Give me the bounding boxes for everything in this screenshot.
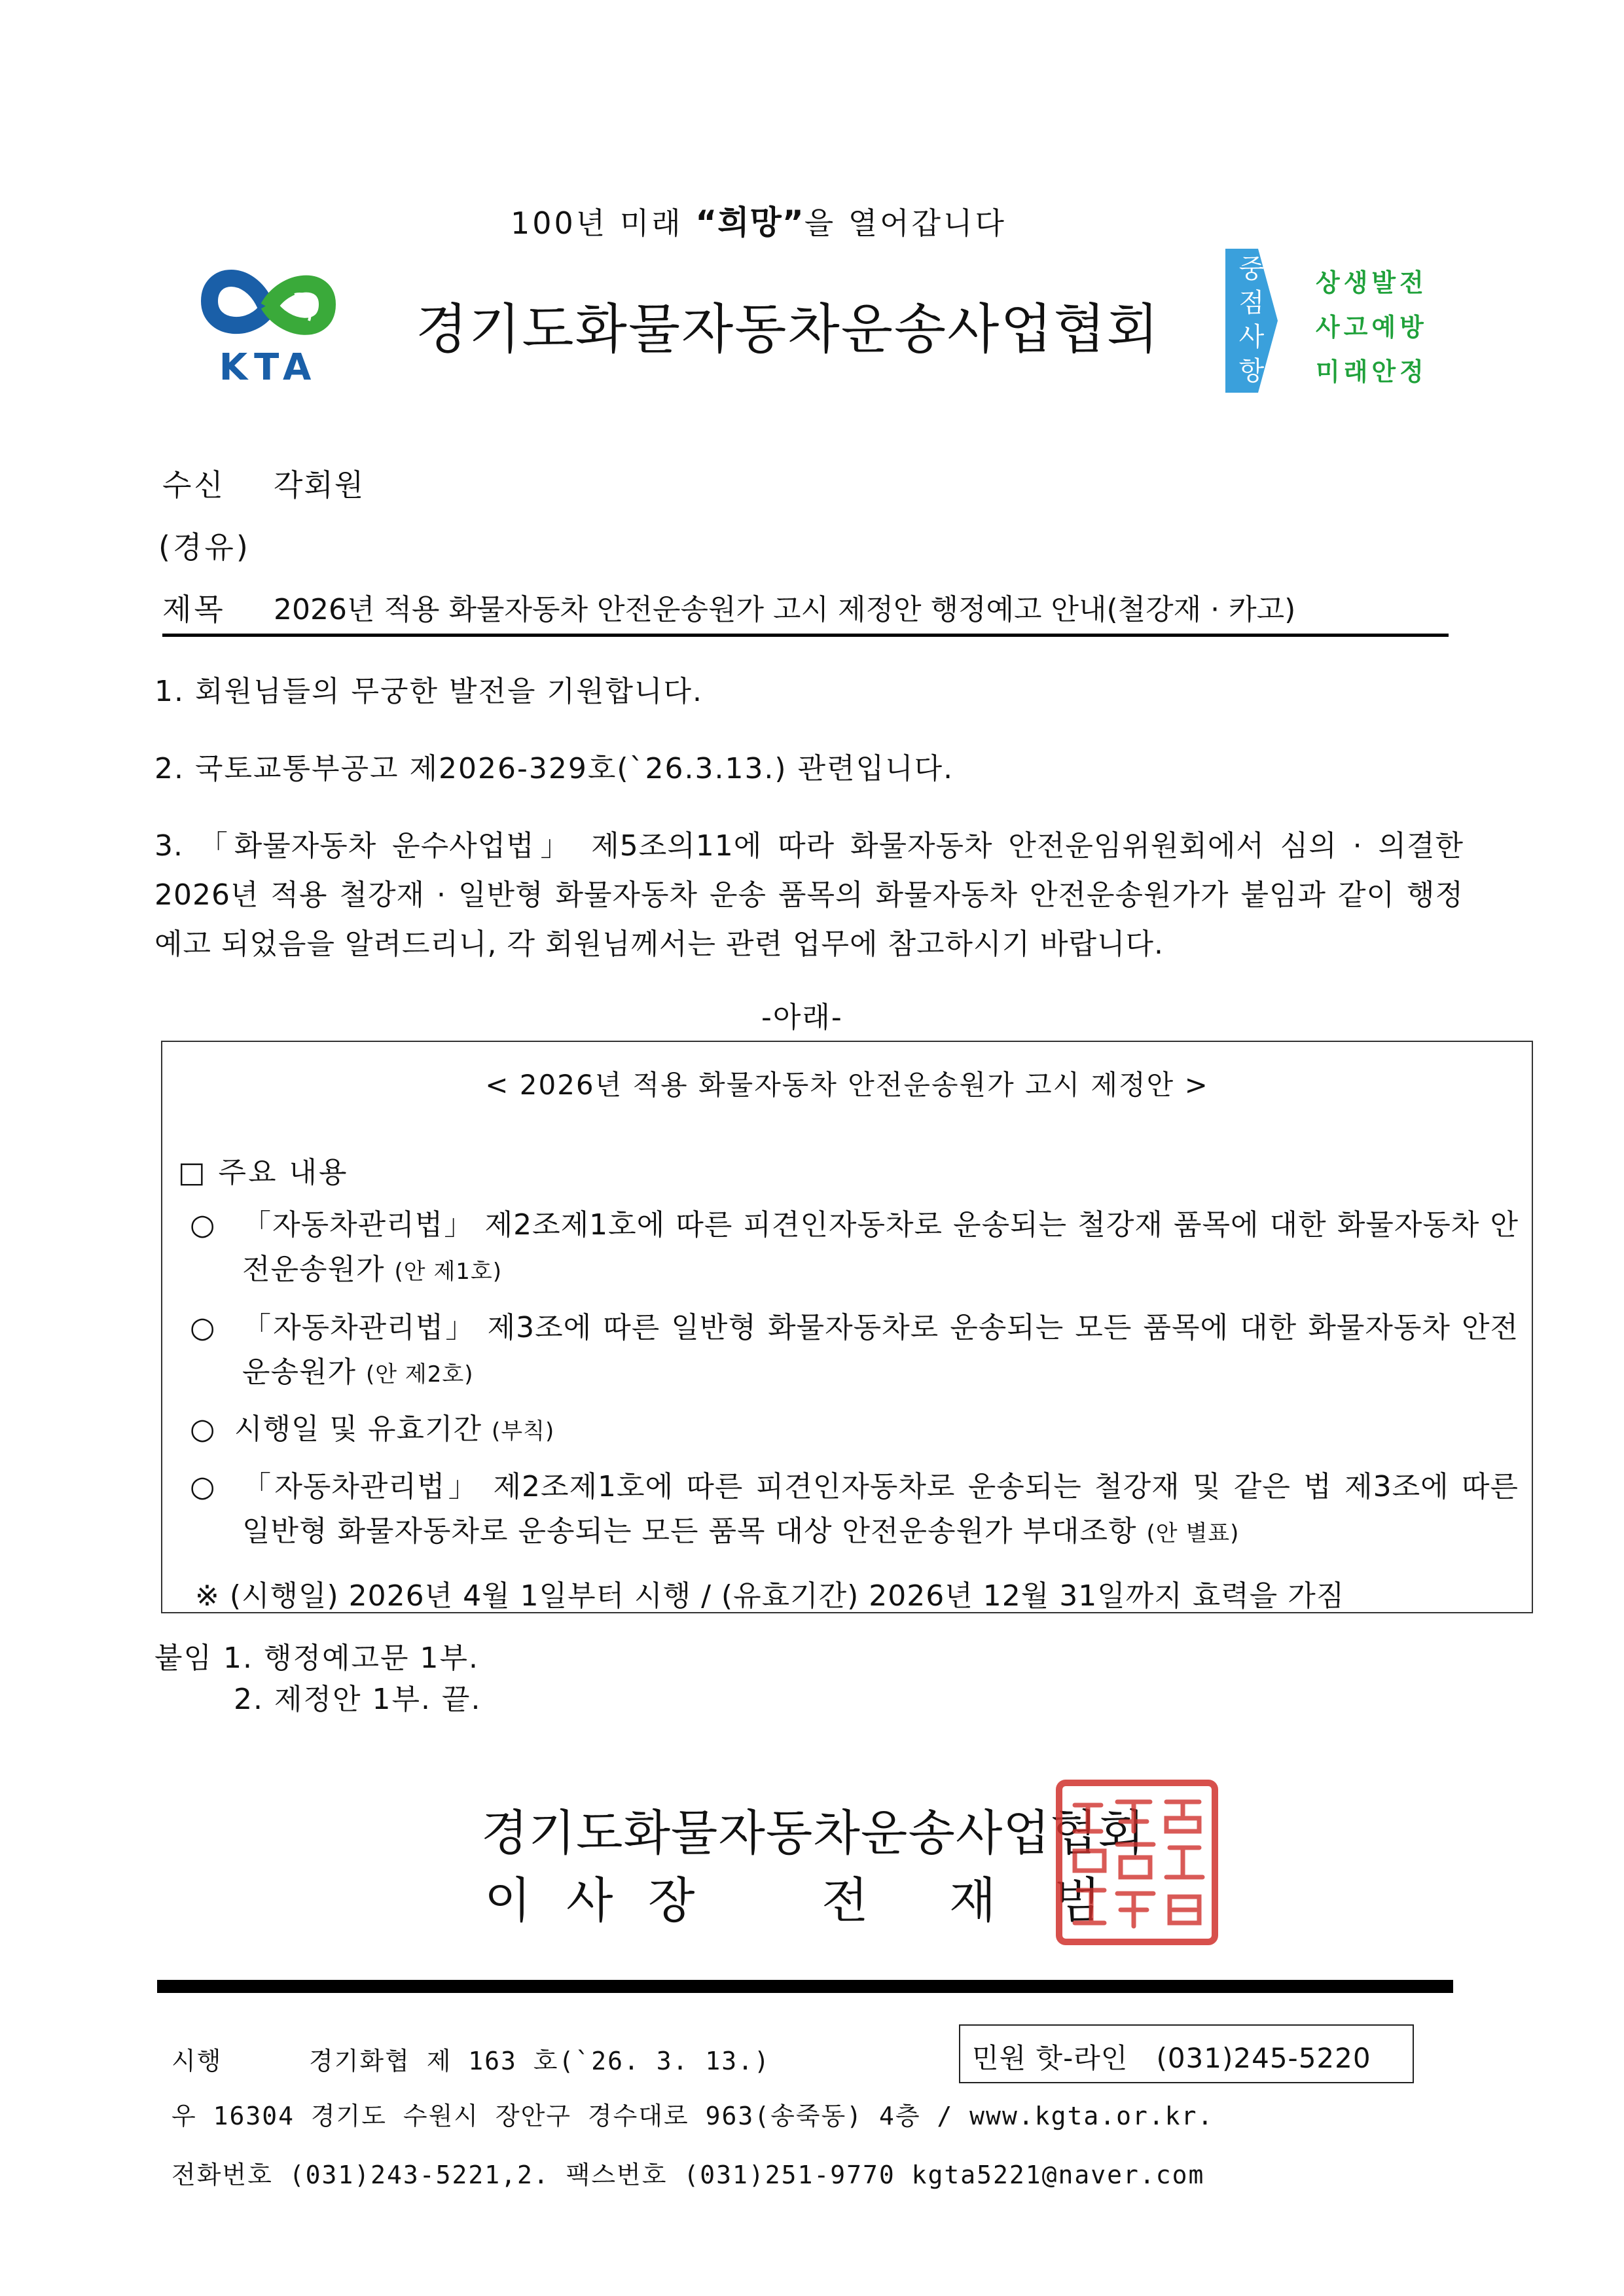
via-label: (경유) (158, 529, 251, 565)
paragraph-3: 3. 「화물자동차 운수사업법」 제5조의11에 따라 화물자동차 안전운임위원회에서 심의 · 의결한 2026년 적용 철강재 · 일반형 화물자동차 운송 품목의 화물자동차 안전운송원가가 붙임과 같이 행정예고 되었음을 알려드리니, 각 회원님께서는 관련 업무에 참고하시기 바랍니다. (154, 829, 1464, 961)
list-item (190, 1465, 1519, 1556)
below-heading: -아래- (761, 1001, 843, 1034)
list-item-ref: (안 별표) (1146, 1520, 1240, 1547)
hotline-label: 민원 핫-라인 (972, 2042, 1128, 2074)
priority-badge-label: 중점사항 (1238, 254, 1265, 386)
signature-char: 장 (648, 1873, 696, 1929)
signature-org: 경기도화물자동차운송사업협회 (481, 1805, 1146, 1861)
circle-bullet-icon: ○ (190, 1311, 216, 1344)
slogan-prefix: 100년 미래 (511, 206, 683, 241)
recipient-value: 각회원 (274, 467, 365, 503)
signature-char: 범 (1054, 1873, 1102, 1929)
list-item-text: 「자동차관리법」 제3조에 따른 일반형 화물자동차로 운송되는 모든 품목에 대한 화물자동차 안전운송원가 (242, 1311, 1519, 1389)
summary-box-title: < 2026년 적용 화물자동차 안전운송원가 고시 제정안 > (485, 1069, 1209, 1101)
kta-logo (196, 259, 340, 389)
circle-bullet-icon: ○ (190, 1412, 216, 1446)
list-item-text: 「자동차관리법」 제2조제1호에 따른 피견인자동차로 운송되는 철강재 및 같은 법 제3조에 따른 일반형 화물자동차로 운송되는 모든 품목 대상 안전운송원가 부대조항 (242, 1470, 1519, 1548)
issue-number: 경기화협 제 163 호(`26. 3. 13.) (309, 2047, 770, 2075)
list-item (190, 1203, 1519, 1294)
section-heading: □ 주요 내용 (178, 1156, 349, 1189)
signature-char: 전 (821, 1873, 870, 1929)
list-item-text: 시행일 및 유효기간 (234, 1412, 482, 1446)
svg-text:KTA: KTA (219, 346, 318, 389)
recipient-label: 수신 (162, 467, 226, 503)
circle-bullet-icon: ○ (190, 1208, 216, 1242)
signature-chairman (484, 1862, 1102, 1931)
value-item: 상생발전 (1316, 268, 1428, 297)
org-title: 경기도화물자동차운송사업협회 (416, 298, 1160, 361)
paragraph-2: 2. 국토교통부공고 제2026-329호(`26.3.13.) 관련입니다. (154, 752, 954, 785)
effective-note: ※ (시행일) 2026년 4월 1일부터 시행 / (유효기간) 2026년 12월 31일까지 효력을 가짐 (195, 1579, 1345, 1613)
signature-char: 재 (949, 1873, 998, 1929)
paragraph-1: 1. 회원님들의 무궁한 발전을 기원합니다. (154, 675, 703, 708)
value-item: 사고예방 (1316, 313, 1428, 342)
list-item (190, 1306, 1519, 1397)
kta-logo-icon (196, 259, 340, 389)
attachment-line-2: 2. 제정안 1부. 끝. (234, 1683, 482, 1716)
header-divider (162, 634, 1449, 637)
value-item: 미래안정 (1316, 357, 1428, 386)
contact-line: 전화번호 (031)243-5221,2. 팩스번호 (031)251-9770 kgta5221@naver.com (171, 2161, 1205, 2189)
issue-label: 시행 (171, 2047, 223, 2075)
list-item-text: 「자동차관리법」 제2조제1호에 따른 피견인자동차로 운송되는 철강재 품목에 대한 화물자동차 안전운송원가 (242, 1208, 1519, 1286)
signature-char: 사 (566, 1873, 615, 1929)
hotline (972, 2037, 1371, 2076)
hotline-number: (031)245-5220 (1156, 2042, 1371, 2074)
list-item (190, 1407, 1519, 1454)
core-values (1316, 260, 1428, 394)
subject-value: 2026년 적용 화물자동차 안전운송원가 고시 제정안 행정예고 안내(철강재 · 카고) (274, 593, 1296, 626)
footer-divider (157, 1980, 1453, 1993)
subject-label: 제목 (162, 592, 226, 627)
slogan-suffix: 을 열어갑니다 (804, 206, 1007, 241)
slogan (511, 196, 1007, 243)
circle-bullet-icon: ○ (190, 1470, 216, 1503)
official-seal-icon (1055, 1779, 1219, 1946)
list-item-ref: (안 제1호) (394, 1259, 503, 1285)
slogan-emphasis: “희망” (695, 204, 804, 242)
signature-char: 이 (484, 1873, 533, 1929)
list-item-ref: (부칙) (492, 1418, 555, 1444)
attachment-line-1: 붙임 1. 행정예고문 1부. (154, 1641, 479, 1675)
address-line: 우 16304 경기도 수원시 장안구 경수대로 963(송죽동) 4층 / www.kgta.or.kr. (171, 2102, 1214, 2130)
list-item-ref: (안 제2호) (366, 1361, 474, 1388)
